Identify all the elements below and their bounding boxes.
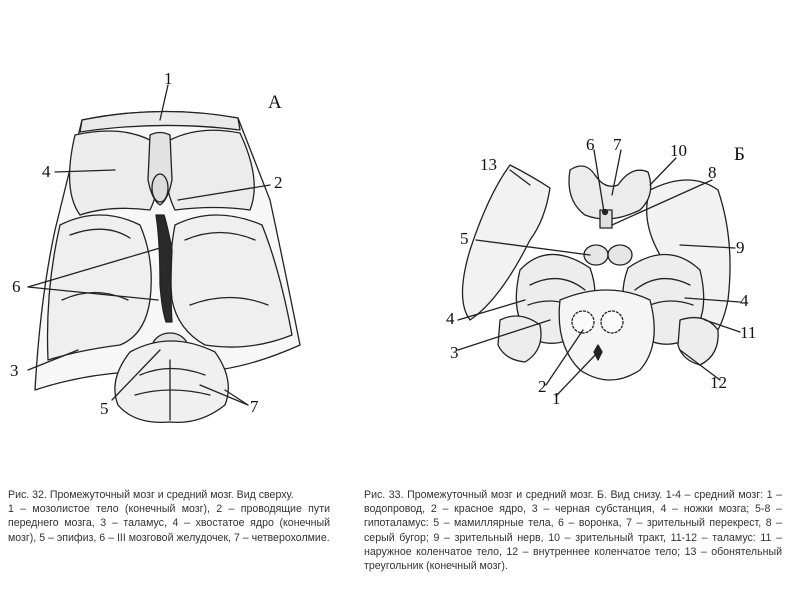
figure-a-label-2: 2 (274, 173, 283, 192)
figure-a-drawing (28, 85, 300, 422)
figure-b-label-10: 10 (670, 141, 687, 160)
figure-a-label-3: 3 (10, 361, 19, 380)
caption-figure-32 (8, 488, 330, 545)
caption-figure-32-body: 1 – мозолистое тело (конечный мозг), 2 – проводящие пути переднего мозга, 3 – таламус, 4 – хвостатое ядро (конечный мозг), 5 – эпифиз, 6 – III мозговой желудочек, 7 – четверохолмие. (8, 503, 330, 544)
figure-b-label-11: 11 (740, 323, 757, 342)
figure-b-label-9: 9 (736, 238, 745, 257)
figure-a-label-7: 7 (250, 397, 259, 416)
figure-b-label-6: 6 (586, 135, 595, 154)
figure-b-label-4-left: 4 (446, 309, 455, 328)
figure-b-label-2: 2 (538, 377, 547, 396)
caption-figure-32-title: Рис. 32. Промежуточный мозг и средний мозг. Вид сверху. (8, 489, 294, 501)
caption-figure-33-text: Рис. 33. Промежуточный мозг и средний мозг. Б. Вид снизу. 1-4 – средний мозг: 1 – водопровод, 2 – красное ядро, 3 – черная субстанция, 4 – ножки мозга; 5-8 – гипоталамус: 5 – мамиллярные тела, 6 – воронка, 7 – зрительный перекрест, 8 – серый бугор; 9 – зрительный нерв, 10 – зрительный тракт, 11-12 – таламус: 11 – наружное коленчатое тело, 12 – внутреннее коленчатое тело; 13 – обонятельный треугольник (конечный мозг). (364, 489, 782, 573)
figure-a-label-6: 6 (12, 277, 21, 296)
figure-a-label-1: 1 (164, 69, 173, 88)
figure-a-panel-letter: А (268, 92, 282, 113)
figure-b-panel-letter: Б (734, 144, 745, 165)
figure-b-label-13: 13 (480, 155, 497, 174)
figure-b-label-4-right: 4 (740, 291, 749, 310)
figure-b-label-8: 8 (708, 163, 717, 182)
figure-b-label-3: 3 (450, 343, 459, 362)
figure-b-drawing (458, 150, 740, 396)
figure-b-label-5: 5 (460, 229, 469, 248)
caption-figure-33 (364, 488, 782, 573)
figure-b-label-12: 12 (710, 373, 727, 392)
figure-b-label-1: 1 (552, 389, 561, 408)
figure-a-label-4: 4 (42, 162, 51, 181)
figure-b-label-7: 7 (613, 135, 622, 154)
figure-a-label-5: 5 (100, 399, 109, 418)
